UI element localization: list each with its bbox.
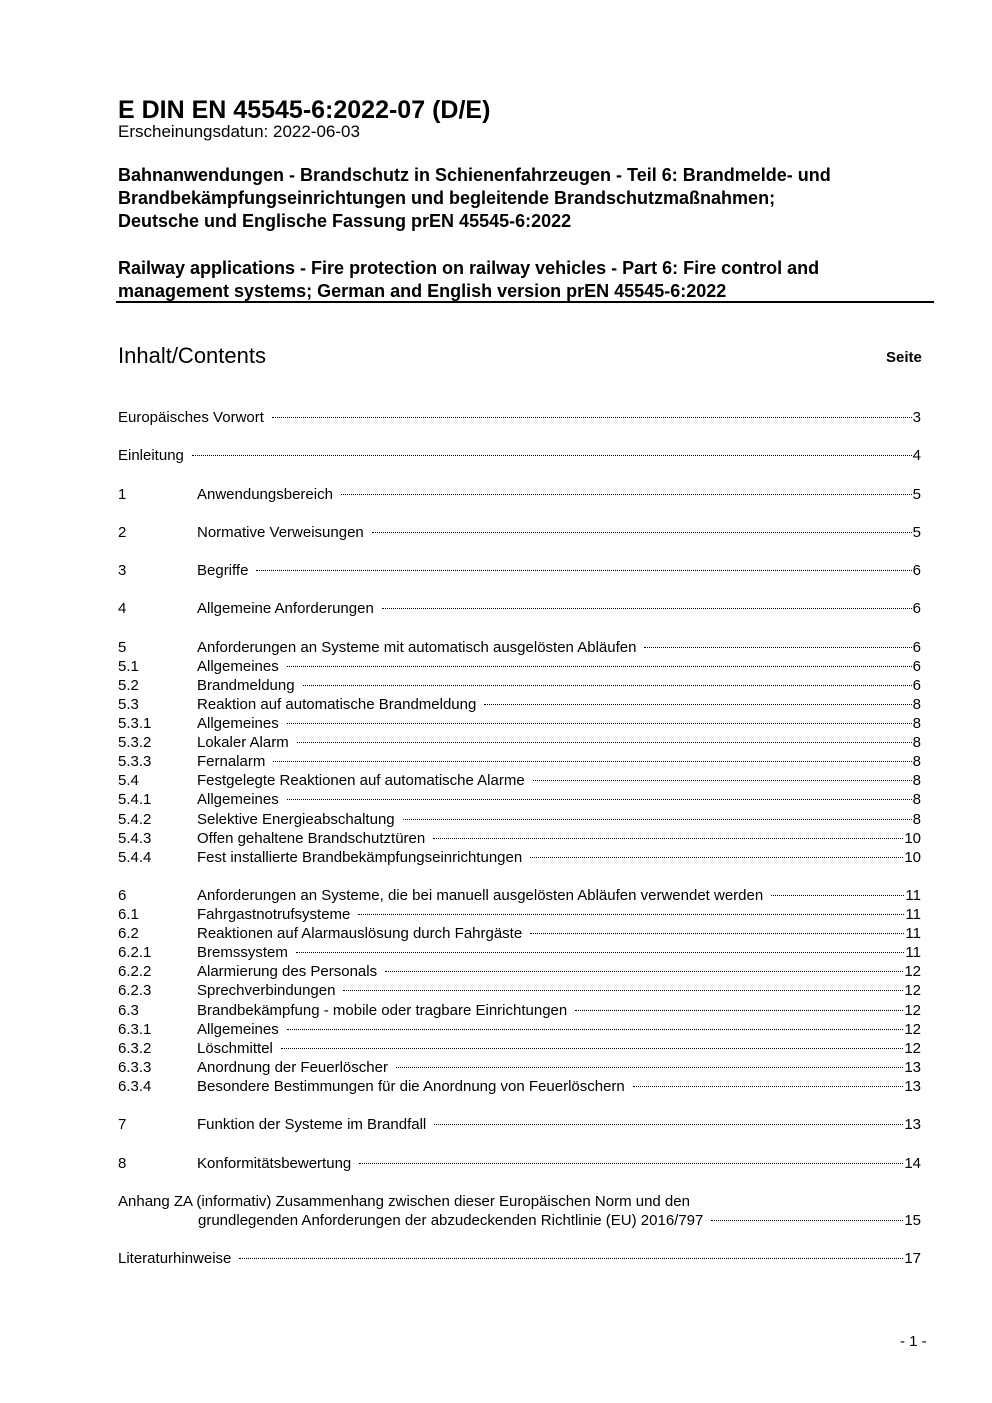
toc-entry[interactable] <box>118 829 921 848</box>
toc-entry-annex[interactable] <box>118 1192 921 1230</box>
toc-entry-title: grundlegenden Anforderungen der abzudeckenden Richtlinie (EU) 2016/797 <box>198 1211 704 1229</box>
toc-entry-title: Literaturhinweise <box>118 1250 232 1268</box>
toc-dot-leader <box>287 723 912 724</box>
toc-entry-page: 17 <box>904 1250 921 1268</box>
title-german-line: Bahnanwendungen - Brandschutz in Schienenfahrzeugen - Teil 6: Brandmelde- und <box>118 165 831 185</box>
title-english-line: Railway applications - Fire protection on railway vehicles - Part 6: Fire control and <box>118 258 820 278</box>
toc-entry-title: Offen gehaltene Brandschutztüren <box>197 829 426 847</box>
toc-entry-title: Reaktion auf automatische Brandmeldung <box>197 695 477 713</box>
toc-dot-leader <box>272 417 912 418</box>
toc-entry-title: Festgelegte Reaktionen auf automatische Alarme <box>197 772 525 790</box>
toc-entry-title: Bremssystem <box>197 944 288 962</box>
toc-entry-number: 5.1 <box>118 657 139 675</box>
toc-dot-leader <box>273 761 911 762</box>
toc-entry[interactable] <box>118 599 921 618</box>
toc-dot-leader <box>382 608 912 609</box>
toc-entry-title-continued <box>118 1211 921 1230</box>
toc-entry-title: Anforderungen an Systeme, die bei manuell ausgelösten Abläufen verwendet werden <box>197 887 764 904</box>
toc-entry[interactable] <box>118 657 921 676</box>
toc-dot-leader <box>484 704 911 705</box>
toc-dot-leader <box>239 1258 903 1259</box>
toc-entry[interactable] <box>118 924 921 943</box>
toc-dot-leader <box>341 494 912 495</box>
toc-entry-page: 13 <box>904 1077 921 1095</box>
toc-entry-title: Brandbekämpfung - mobile oder tragbare Einrichtungen <box>197 1001 568 1019</box>
toc-entry-number: 4 <box>118 600 127 618</box>
toc-entry-page: 13 <box>904 1058 921 1076</box>
toc-dot-leader <box>296 952 905 953</box>
toc-entry-page: 8 <box>912 734 921 752</box>
toc-entry-number: 2 <box>118 523 127 541</box>
toc-entry[interactable] <box>118 810 921 829</box>
toc-entry-page: 8 <box>912 791 921 809</box>
header-divider <box>116 301 934 303</box>
toc-entry-title: Normative Verweisungen <box>197 523 364 541</box>
toc-entry-number: 3 <box>118 562 127 580</box>
toc-entry-number: 5.4.4 <box>118 848 152 866</box>
toc-entry-number: 8 <box>118 1154 127 1172</box>
toc-entry-number: 5.4.3 <box>118 829 152 847</box>
toc-entry[interactable] <box>118 638 921 657</box>
toc-dot-leader <box>256 570 911 571</box>
toc-entry[interactable] <box>118 962 921 981</box>
toc-dot-leader <box>711 1220 903 1221</box>
toc-dot-leader <box>287 799 912 800</box>
toc-entry-page: 11 <box>905 887 921 904</box>
toc-entry-page: 12 <box>904 963 921 981</box>
page-column-label: Seite <box>886 349 922 366</box>
title-english <box>118 257 918 303</box>
toc-entry-title: Allgemeines <box>197 791 279 809</box>
toc-entry[interactable] <box>118 733 921 752</box>
toc-entry-page: 12 <box>904 1039 921 1057</box>
title-german-line: Deutsche und Englische Fassung prEN 45545-6:2022 <box>118 211 572 231</box>
toc-dot-leader <box>192 455 912 456</box>
toc-entry-number: 5.3.3 <box>118 753 152 771</box>
toc-entry[interactable] <box>118 714 921 733</box>
toc-entry-title: Fernalarm <box>197 753 266 771</box>
toc-entry[interactable] <box>118 790 921 809</box>
toc-entry-bibliography[interactable] <box>118 1249 921 1268</box>
toc-dot-leader <box>433 838 903 839</box>
toc-entry-title: Selektive Energieabschaltung <box>197 810 395 828</box>
toc-dot-leader <box>385 971 903 972</box>
toc-entry-page: 11 <box>905 944 921 962</box>
toc-entry-number: 5 <box>118 638 127 656</box>
toc-entry[interactable] <box>118 1077 921 1096</box>
toc-entry-title: Fahrgastnotrufsysteme <box>197 906 351 924</box>
toc-entry-title: Europäisches Vorwort <box>118 409 264 426</box>
toc-entry-title: Anhang ZA (informativ) Zusammenhang zwischen dieser Europäischen Norm und den <box>118 1192 690 1210</box>
toc-entry-number: 5.3 <box>118 695 139 713</box>
toc-entry-number: 6.2.1 <box>118 944 152 962</box>
toc-entry-page: 12 <box>904 1020 921 1038</box>
toc-entry-page: 10 <box>904 848 921 866</box>
toc-entry-title: Anforderungen an Systeme mit automatisch ausgelösten Abläufen <box>197 638 637 656</box>
toc-dot-leader <box>359 1163 903 1164</box>
toc-entry-number: 6.3.2 <box>118 1039 152 1057</box>
toc-entry[interactable] <box>118 943 921 962</box>
toc-entry-page: 11 <box>905 925 921 943</box>
toc-entry-page: 6 <box>912 638 921 656</box>
toc-dot-leader <box>297 742 912 743</box>
toc-entry-page: 5 <box>912 485 921 503</box>
toc-entry-title: Brandmeldung <box>197 676 295 694</box>
toc-entry[interactable] <box>118 561 921 580</box>
toc-entry-title: Anordnung der Feuerlöscher <box>197 1058 388 1076</box>
toc-entry-title: Einleitung <box>118 447 184 465</box>
toc-entry[interactable] <box>118 886 921 905</box>
toc-dot-leader <box>403 819 912 820</box>
toc-entry-number: 7 <box>118 1116 127 1134</box>
toc-entry-page: 6 <box>912 562 921 580</box>
toc-entry-number: 6.3 <box>118 1001 139 1019</box>
toc-entry-title: Besondere Bestimmungen für die Anordnung von Feuerlöschern <box>197 1077 625 1095</box>
toc-entry-title: Anwendungsbereich <box>197 485 333 503</box>
toc-entry-title: Löschmittel <box>197 1039 273 1057</box>
toc-entry-page: 6 <box>912 657 921 675</box>
toc-entry-page: 12 <box>904 1001 921 1019</box>
toc-entry-title: Allgemeines <box>197 715 279 733</box>
toc-entry[interactable] <box>118 523 921 542</box>
toc-entry-page: 12 <box>904 982 921 1000</box>
toc-dot-leader <box>530 857 903 858</box>
toc-dot-leader <box>575 1010 903 1011</box>
toc-dot-leader <box>287 666 912 667</box>
toc-entry-title: Konformitätsbewertung <box>197 1154 352 1172</box>
toc-dot-leader <box>644 647 911 648</box>
toc-entry[interactable] <box>118 905 921 924</box>
toc-entry-page: 8 <box>912 810 921 828</box>
toc-entry-number: 6.1 <box>118 906 139 924</box>
toc-entry-page: 8 <box>912 695 921 713</box>
toc-entry[interactable] <box>118 848 921 867</box>
toc-entry-page: 11 <box>905 906 921 924</box>
toc-entry-page: 13 <box>904 1116 921 1134</box>
toc-entry-page: 6 <box>912 600 921 618</box>
toc-dot-leader <box>358 914 904 915</box>
toc-entry-number: 5.3.1 <box>118 715 152 733</box>
toc-dot-leader <box>281 1048 903 1049</box>
toc-entry[interactable] <box>118 1115 921 1134</box>
toc-entry[interactable] <box>118 695 921 714</box>
toc-entry[interactable] <box>118 1058 921 1077</box>
table-of-contents <box>118 400 921 1268</box>
toc-dot-leader <box>303 685 912 686</box>
toc-entry[interactable] <box>118 1039 921 1058</box>
toc-dot-leader <box>396 1067 903 1068</box>
toc-entry-page: 10 <box>904 829 921 847</box>
toc-entry-page: 5 <box>912 523 921 541</box>
toc-entry-page: 3 <box>912 409 921 426</box>
publication-date: Erscheinungsdatun: 2022-06-03 <box>118 122 360 141</box>
toc-entry-number: 6.2.3 <box>118 982 152 1000</box>
toc-entry-number: 6 <box>118 887 127 904</box>
toc-dot-leader <box>372 532 912 533</box>
toc-entry-number: 1 <box>118 485 127 503</box>
toc-entry-title: Reaktionen auf Alarmauslösung durch Fahrgäste <box>197 925 523 943</box>
toc-entry-page: 6 <box>912 676 921 694</box>
toc-entry-number: 6.3.4 <box>118 1077 152 1095</box>
toc-dot-leader <box>287 1029 904 1030</box>
toc-entry[interactable] <box>118 446 921 465</box>
toc-entry-page: 8 <box>912 753 921 771</box>
toc-entry-page: 15 <box>904 1211 921 1229</box>
toc-entry-title: Fest installierte Brandbekämpfungseinrichtungen <box>197 848 523 866</box>
toc-entry-number: 5.3.2 <box>118 734 152 752</box>
toc-entry-title: Allgemeines <box>197 657 279 675</box>
toc-entry[interactable] <box>118 1154 921 1173</box>
toc-entry[interactable] <box>118 676 921 695</box>
document-code: E DIN EN 45545-6:2022-07 (D/E) <box>118 96 491 124</box>
contents-heading: Inhalt/Contents <box>118 343 266 368</box>
toc-entry[interactable] <box>118 1020 921 1039</box>
toc-entry-page: 8 <box>912 772 921 790</box>
toc-entry-title: Lokaler Alarm <box>197 734 289 752</box>
toc-entry[interactable] <box>118 752 921 771</box>
toc-dot-leader <box>530 933 904 934</box>
toc-entry[interactable] <box>118 1001 921 1020</box>
toc-entry[interactable] <box>118 408 921 427</box>
page-number: - 1 - <box>900 1333 927 1350</box>
toc-entry-title: Begriffe <box>197 562 249 580</box>
toc-entry-page: 4 <box>912 447 921 465</box>
toc-entry-title: Alarmierung des Personals <box>197 963 378 981</box>
title-german <box>118 164 918 233</box>
toc-entry[interactable] <box>118 981 921 1000</box>
toc-entry-number: 5.2 <box>118 676 139 694</box>
toc-entry-number: 6.2 <box>118 925 139 943</box>
toc-dot-leader <box>434 1124 903 1125</box>
toc-entry[interactable] <box>118 771 921 790</box>
toc-entry-number: 6.3.1 <box>118 1020 152 1038</box>
title-german-line: Brandbekämpfungseinrichtungen und begleitende Brandschutzmaßnahmen; <box>118 188 776 208</box>
toc-entry-number: 5.4 <box>118 772 139 790</box>
toc-entry-title: Sprechverbindungen <box>197 982 336 1000</box>
toc-dot-leader <box>343 990 903 991</box>
toc-dot-leader <box>633 1086 904 1087</box>
toc-entry-number: 5.4.2 <box>118 810 152 828</box>
toc-entry-page: 8 <box>912 715 921 733</box>
toc-entry-number: 6.3.3 <box>118 1058 152 1076</box>
toc-entry[interactable] <box>118 485 921 504</box>
toc-entry-title: Funktion der Systeme im Brandfall <box>197 1116 427 1134</box>
title-english-line: management systems; German and English version prEN 45545-6:2022 <box>118 281 727 301</box>
toc-entry-page: 14 <box>904 1154 921 1172</box>
toc-dot-leader <box>533 780 912 781</box>
toc-entry-number: 5.4.1 <box>118 791 152 809</box>
toc-entry-number: 6.2.2 <box>118 963 152 981</box>
toc-dot-leader <box>771 895 904 896</box>
toc-entry-title: Allgemeines <box>197 1020 279 1038</box>
toc-entry-title: Allgemeine Anforderungen <box>197 600 374 618</box>
